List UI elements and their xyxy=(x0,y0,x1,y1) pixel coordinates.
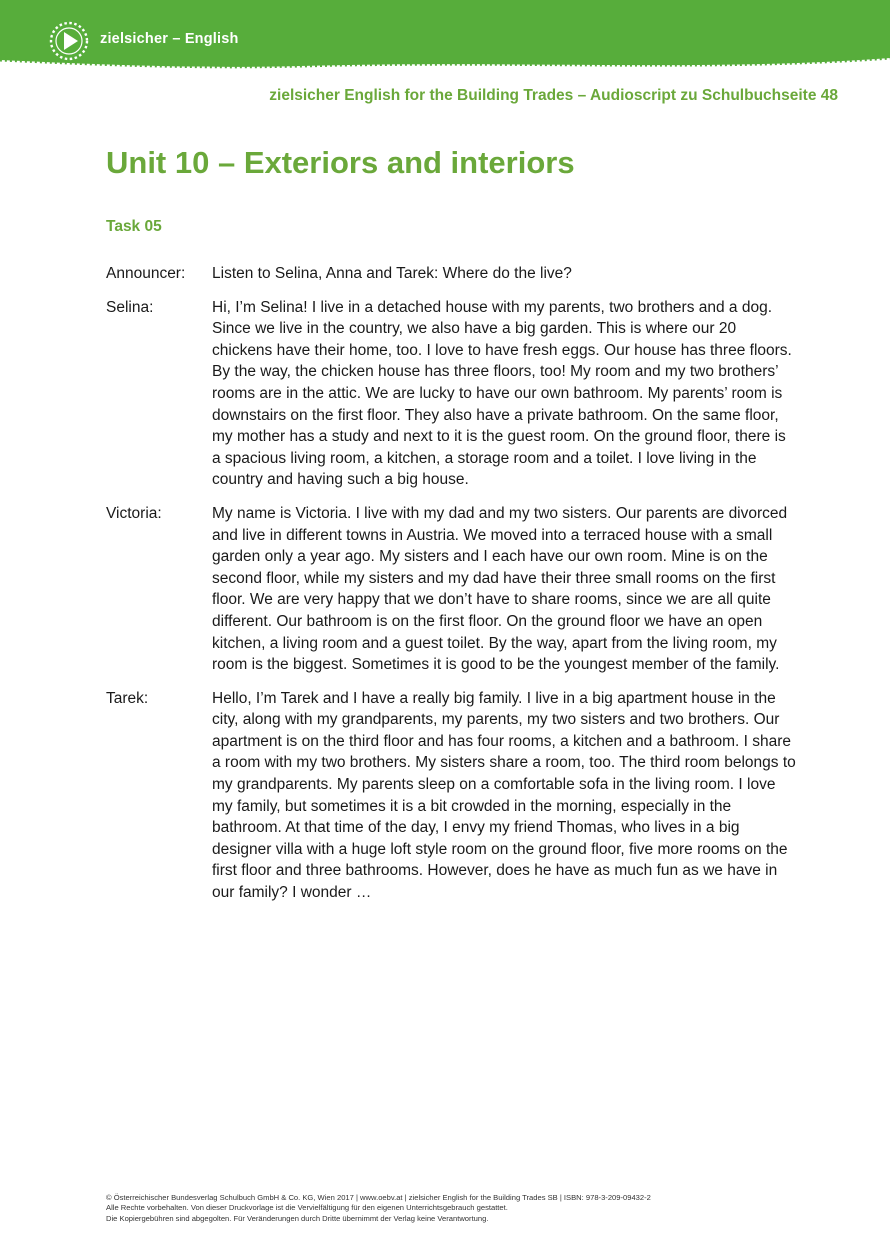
speaker-label: Tarek: xyxy=(106,689,149,707)
footer-line: Die Kopiergebühren sind abgegolten. Für Veränderungen durch Dritte übernimmt der Verlag keine Verantwortung. xyxy=(106,1213,489,1223)
document-subtitle: zielsicher English for the Building Trades – Audioscript zu Schulbuchseite 48 xyxy=(269,87,838,104)
speaker-label: Selina: xyxy=(106,298,154,316)
speech-text: Listen to Selina, Anna and Tarek: Where do the live? xyxy=(212,265,572,282)
speaker-label: Announcer: xyxy=(106,265,186,282)
footer-line: Alle Rechte vorbehalten. Von dieser Druckvorlage ist die Vervielfältigung für den eigenen Unterrichtsgebrauch gestattet. xyxy=(106,1203,508,1213)
speaker-label: Victoria: xyxy=(106,504,162,522)
footer-line: © Österreichischer Bundesverlag Schulbuch GmbH & Co. KG, Wien 2017 | www.oebv.at | zielsicher English for the Building Trades SB | ISBN: 978-3-209-09432-2 xyxy=(106,1193,651,1202)
speech-text: Hi, I’m Selina! I live in a detached house with my parents, two brothers and a dog. Since we live in the country, we also have a big garden. This is where our 20 chickens have their home, too. I love to have fresh eggs. Our house has three floors. By the way, the chicken house has three floors, too! My room and my two brothers’ rooms are in the attic. We are lucky to have our own bathroom. My parents’ room is downstairs on the first floor. They also have a private bathroom. On the same floor, my mother has a study and next to it is the guest room. On the ground floor, there is a spacious living room, a kitchen, a storage room and a toilet. I love living in the country and having such a big house. xyxy=(212,298,792,489)
page-title: Unit 10 – Exteriors and interiors xyxy=(106,145,575,180)
dialogue-turn xyxy=(106,263,796,285)
copyright-footer xyxy=(106,1193,866,1224)
dialogue-turn xyxy=(106,297,796,491)
dialogue-turn xyxy=(106,688,796,904)
speech-text: My name is Victoria. I live with my dad and my two sisters. Our parents are divorced and live in different towns in Austria. We moved into a terraced house with a small garden only a year ago. My sisters and I each have our own room. Mine is on the second floor, while my sisters and my dad have their three small rooms on the first floor. We are very happy that we don’t have to share rooms, since we are all quite different. Our bathroom is on the first floor. On the ground floor we have an open kitchen, a living room and a guest toilet. By the way, apart from the living room, my room is the biggest. Sometimes it is good to be the youngest member of the family. xyxy=(212,504,788,674)
speech-text: Hello, I’m Tarek and I have a really big family. I live in a big apartment house in the city, along with my grandparents, my parents, my two sisters and two brothers. Our apartment is on the third floor and has four rooms, a kitchen and a bathroom. I share a room with my two brothers. My sisters share a room, too. The third room belongs to my grandparents. My parents sleep on a comfortable sofa in the living room. I love my family, but sometimes it is a bit crowded in the morning, especially in the bathroom. At that time of the day, I envy my friend Thomas, who lives in a big designer villa with a huge loft style room on the ground floor, five more rooms on the first floor and three bathrooms. However, does he have as much fun as we have in our family? I wonder … xyxy=(212,689,796,902)
header-banner xyxy=(0,0,890,80)
task-heading: Task 05 xyxy=(106,218,162,235)
brand-name: zielsicher – English xyxy=(100,31,239,47)
dialogue-turn xyxy=(106,503,796,676)
dialogue xyxy=(106,263,796,916)
